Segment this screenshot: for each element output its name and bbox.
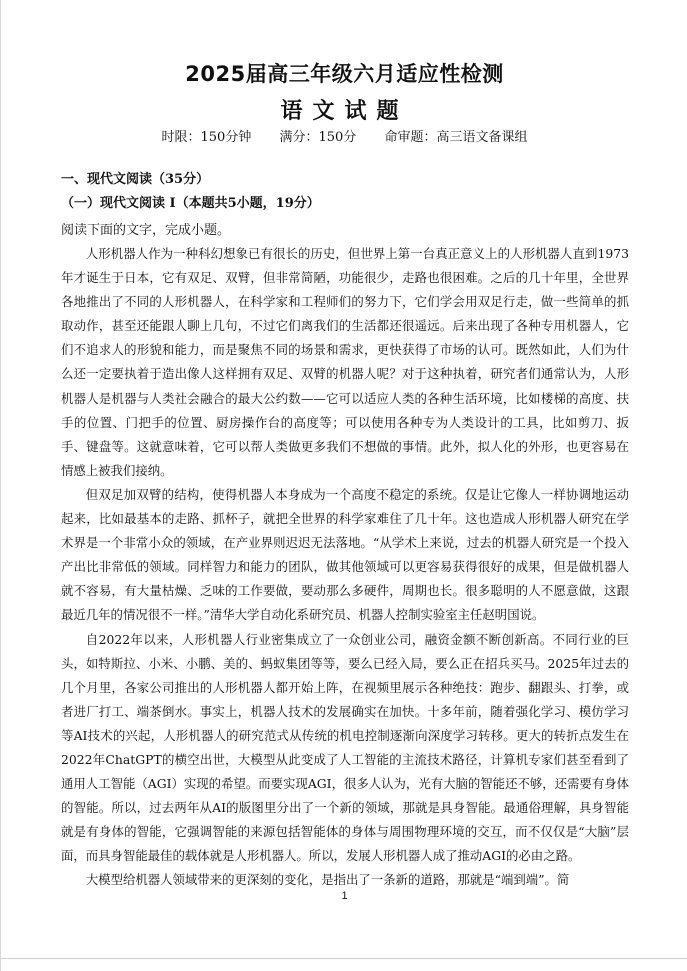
full-score: 满分：150分 [279, 130, 357, 145]
time-limit: 时限：150分钟 [161, 130, 252, 145]
exam-meta [1, 126, 687, 145]
passage-paragraph: 人形机器人作为一种科幻想象已有很长的历史，但世界上第一台真正意义上的人形机器人直到1973年才诞生于日本，它有双足、双臂，但非常简陋，功能很少，走路也很困难。之后的几十年里，全世界各地推出了不同的人形机器人，在科学家和工程师们的努力下，它们学会用双足行走，做一些简单的抓取动作，甚至还能跟人聊上几句，不过它们离我们的生活都还很遥远。后来出现了各种专用机器人，它们不追求人的形貌和能力，而是聚焦不同的场景和需求，更快获得了市场的认可。既然如此，人们为什么还一定要执着于造出像人这样拥有双足、双臂的机器人呢？对于这种执着，研究者们通常认为，人形机器人是机器与人类社会融合的最大公约数——它可以适应人类的各种生活环境，比如楼梯的高度、扶手的位置、门把手的位置、厨房操作台的高度等；可以使用各种专为人类设计的工具，比如剪刀、扳手、键盘等。这就意味着，它可以帮人类做更多我们不想做的事情。此外，拟人化的外形，也更容易在情感上被我们接纳。 [61, 246, 629, 478]
passage-paragraph: 自2022年以来，人形机器人行业密集成立了一众创业公司，融资金额不断创新高。不同行业的巨头，如特斯拉、小米、小鹏、美的、蚂蚁集团等等，要么已经入局，要么正在招兵买马。2025年过去的几个月里，各家公司推出的人形机器人都开始上阵，在视频里展示各种绝技：跑步、翻跟头、打拳，或者进厂打工、端茶倒水。事实上，机器人技术的发展确实在加快。十多年前，随着强化学习、模仿学习等AI技术的兴起，人形机器人的研究范式从传统的机电控制逐渐向深度学习转移。更大的转折点发生在2022年ChatGPT的横空出世，大模型从此变成了人工智能的主流技术路径，计算机专家们甚至看到了通用人工智能（AGI）实现的希望。而要实现AGI，很多人认为，光有大脑的智能还不够，还需要有身体的智能。所以，过去两年从AI的版图里分出了一个新的领域，那就是具身智能。最通俗理解，具身智能就是有身体的智能，它强调智能的来源包括智能体的身体与周围物理环境的交互，而不仅仅是“大脑”层面，而具身智能最佳的载体就是人形机器人。所以，发展人形机器人成了推动AGI的必由之路。 [61, 631, 629, 864]
question-setter: 命审题：高三语文备课组 [384, 130, 528, 145]
passage-paragraph: 但双足加双臂的结构，使得机器人本身成为一个高度不稳定的系统。仅是让它像人一样协调地运动起来，比如最基本的走路、抓杯子，就把全世界的科学家难住了几十年。这也造成人形机器人研究在学术界是一个非常小众的领域，在产业界则迟迟无法落地。“从学术上来说，过去的机器人研究是一个投入产出比非常低的领域。同样智力和能力的团队，做其他领域可以更容易获得很好的成果，但是做机器人就不容易，有大量枯燥、乏味的工作要做，要动那么多硬件，周期也长。很多聪明的人不愿意做，这跟最近几年的情况很不一样。”清华大学自动化系研究员、机器人控制实验室主任赵明国说。 [61, 486, 629, 623]
page-bottom-divider [1, 958, 687, 959]
exam-title: 2025届高三年级六月适应性检测 [185, 62, 504, 86]
exam-subtitle: 语文试题 [280, 99, 409, 124]
page-number: 1 [341, 890, 348, 902]
subsection-heading: （一）现代文阅读 Ⅰ（本题共5小题，19分） [61, 196, 320, 211]
reading-instruction: 阅读下面的文字，完成小题。 [61, 223, 231, 238]
section-heading: 一、现代文阅读（35分） [61, 172, 210, 187]
passage-paragraph: 大模型给机器人领域带来的更深刻的变化，是指出了一条新的道路，那就是“端到端”。简 [85, 872, 570, 888]
reading-passage [61, 242, 629, 893]
